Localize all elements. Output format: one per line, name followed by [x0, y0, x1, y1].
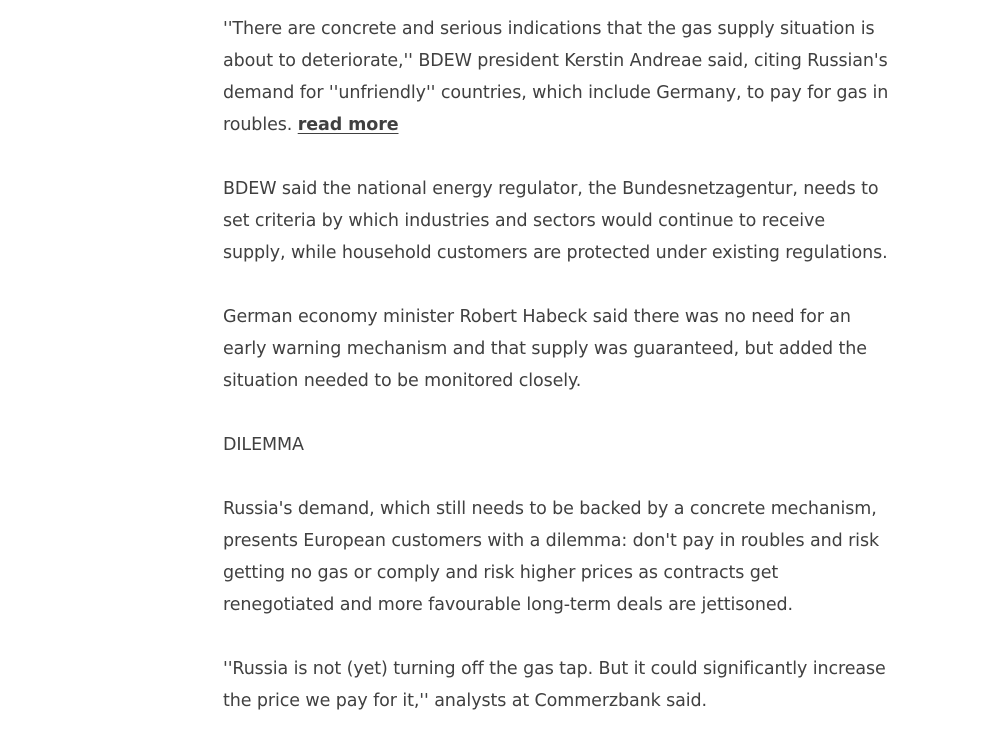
paragraph-commerzbank: ''Russia is not (yet) turning off the gas tap. But it could significantly increase the price we pay for it,'' analysts at Commerzbank said.	[223, 659, 886, 711]
read-more-link[interactable]: read more	[297, 115, 399, 135]
article-body	[223, 13, 891, 749]
paragraph-regulator: BDEW said the national energy regulator, the Bundesnetzagentur, needs to set criteria by which industries and sectors would continue to receive supply, while household customers are protected under existing regulations.	[223, 179, 888, 263]
paragraph-text: ''There are concrete and serious indications that the gas supply situation is about to deteriorate,'' BDEW president Kerstin Andreae said, citing Russian's demand for ''unfriendly'' countries, which include Germany, to pay for gas in roubles.	[223, 19, 889, 135]
section-heading-dilemma: DILEMMA	[223, 435, 304, 455]
paragraph-russia-demand: Russia's demand, which still needs to be backed by a concrete mechanism, presents European customers with a dilemma: don't pay in roubles and risk getting no gas or comply and risk higher prices as contracts get renegotiated and more favourable long-term deals are jettisoned.	[223, 499, 879, 615]
paragraph-bdew-quote	[223, 13, 891, 141]
paragraph-habeck: German economy minister Robert Habeck said there was no need for an early warning mechanism and that supply was guaranteed, but added the situation needed to be monitored closely.	[223, 307, 867, 391]
